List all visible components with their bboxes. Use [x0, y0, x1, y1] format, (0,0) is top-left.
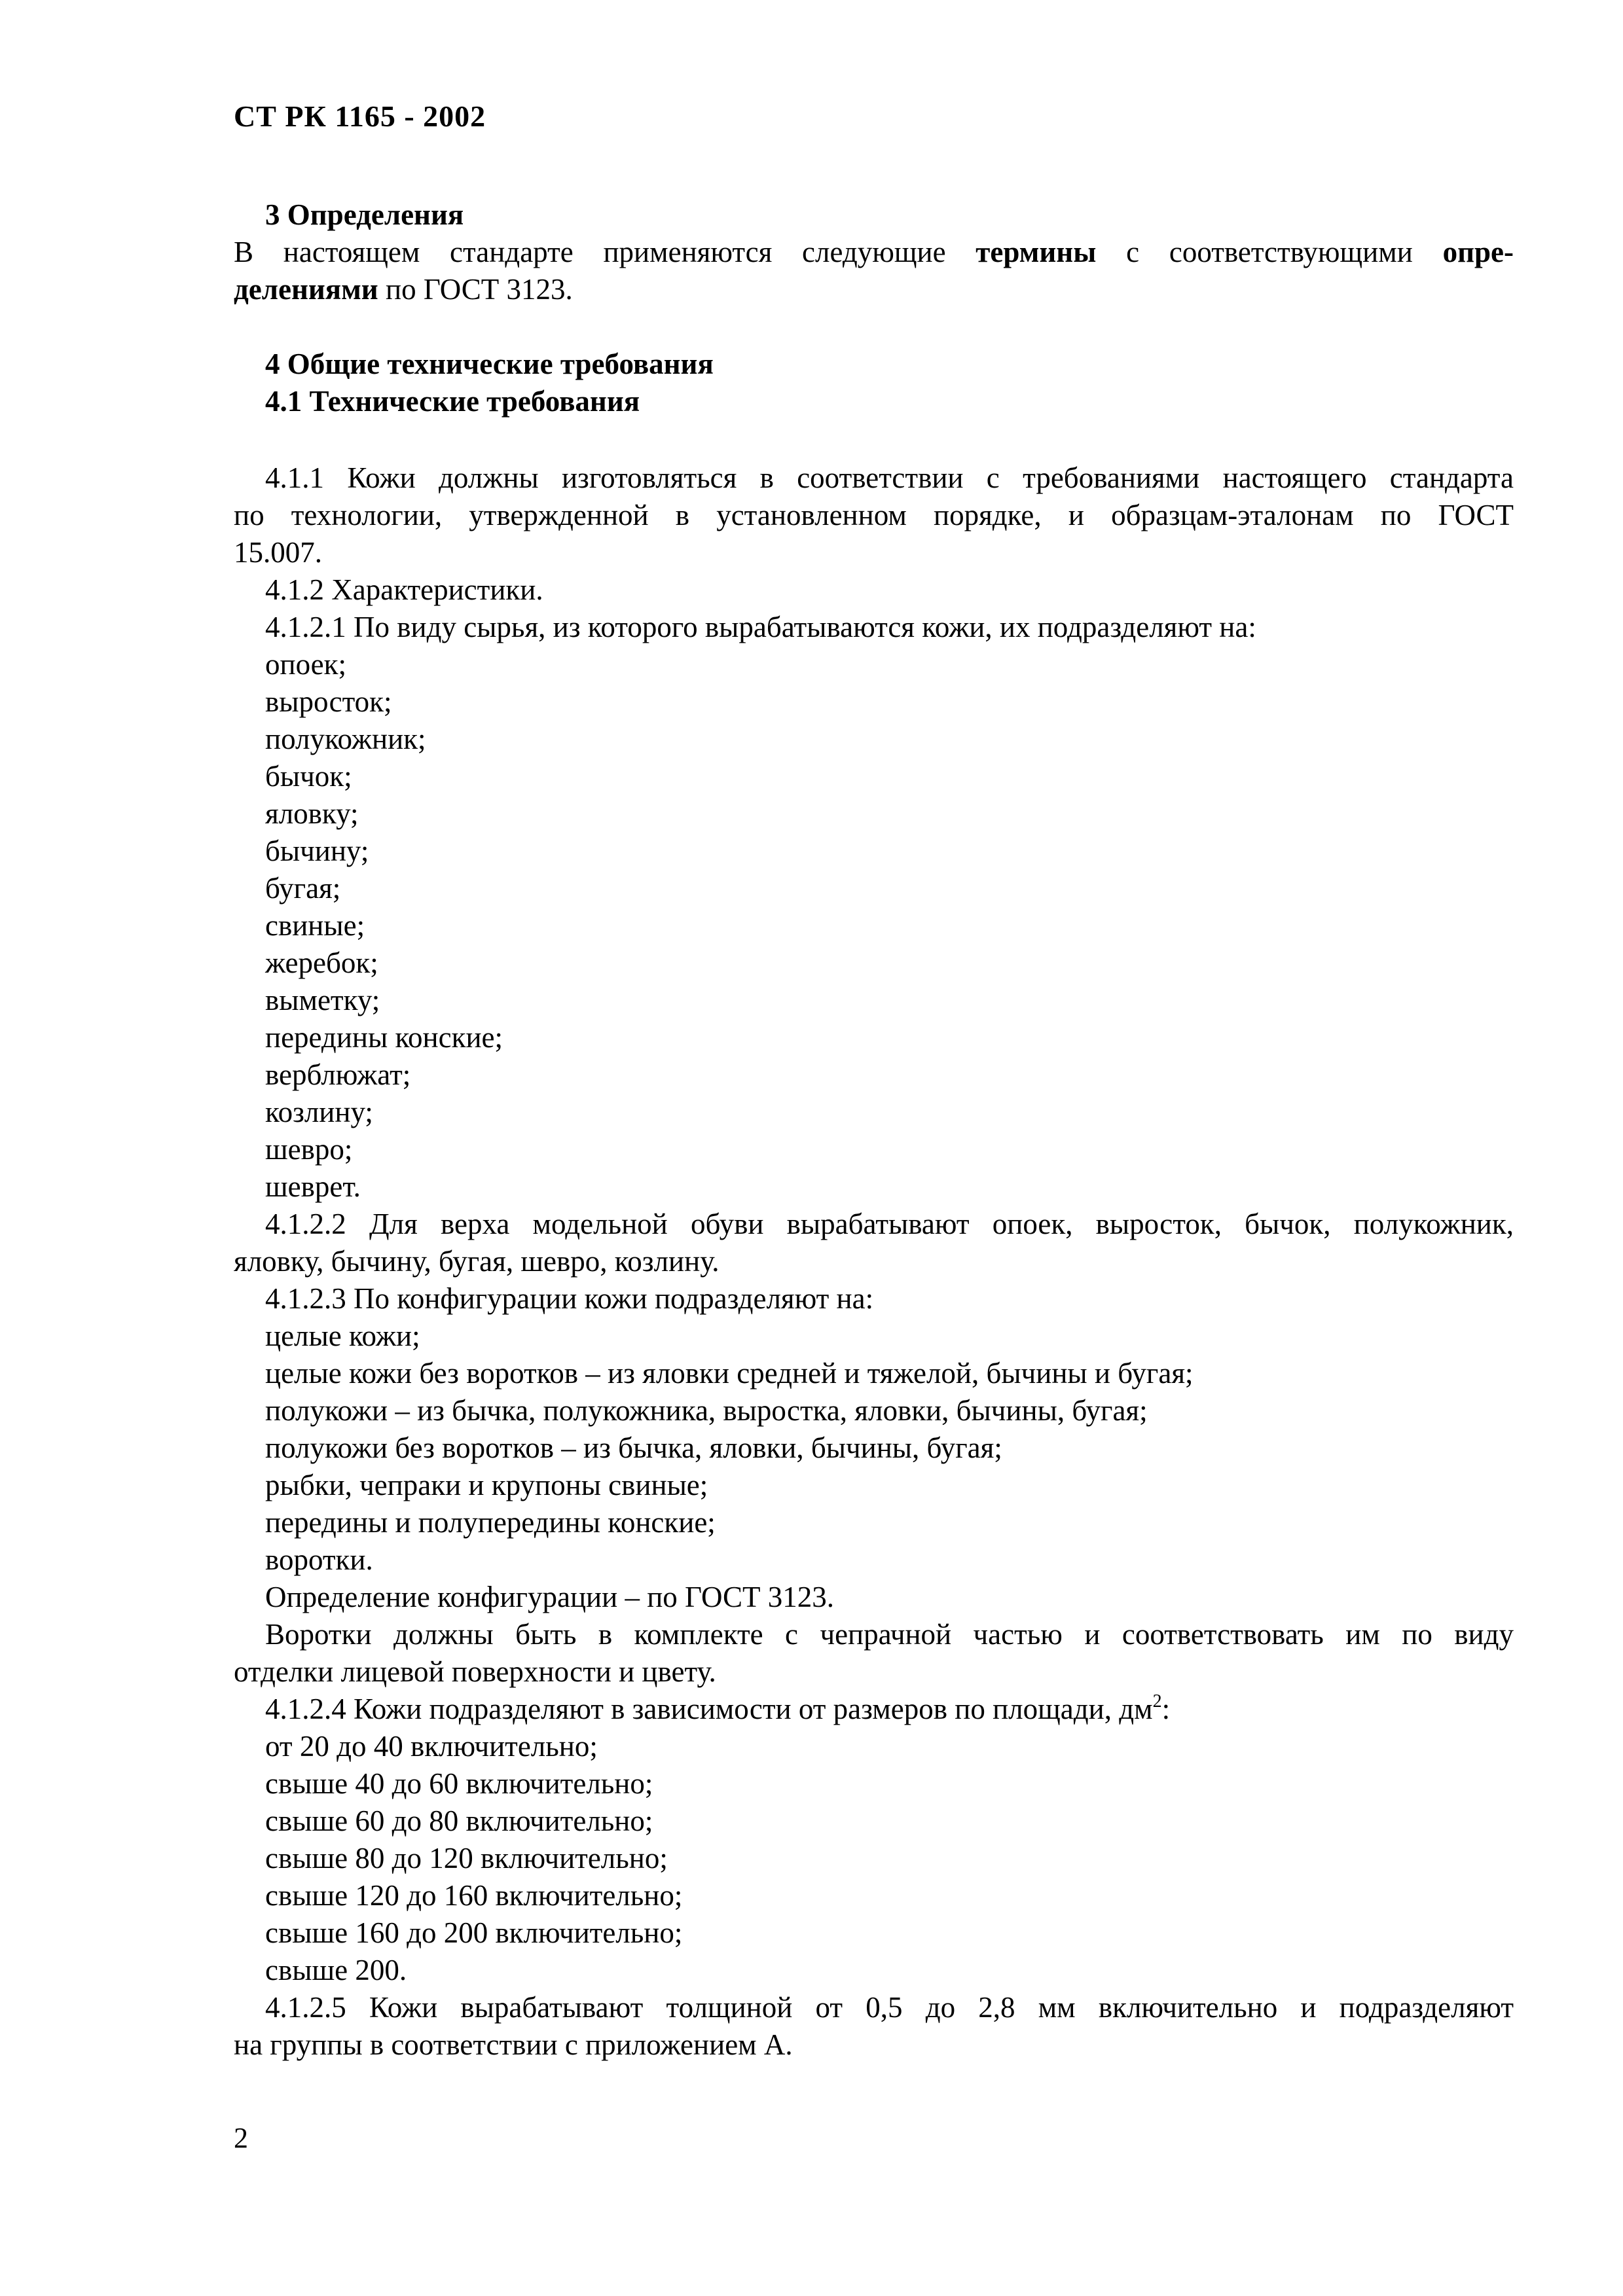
section-4-title: 4 Общие технические требования [265, 348, 714, 380]
config-type-item: целые кожи без воротков – из яловки средней и тяжелой, бычины и бугая; [265, 1357, 1194, 1390]
p4121: 4.1.2.1 По виду сырья, из которого вырабатываются кожи, их подразделяют на: [265, 611, 1256, 643]
p412: 4.1.2 Характеристики. [265, 573, 543, 606]
definitions-bold: опре- [1442, 236, 1514, 268]
section-3-paragraph-line-1 [234, 234, 1514, 272]
section-3-paragraph-line-2 [234, 271, 573, 309]
config-type-item: рыбки, чепраки и крупоны свиные; [265, 1469, 708, 1501]
vorotki-line-1: Воротки должны быть в комплекте с чепрачной частью и соответствовать им по виду [265, 1618, 1514, 1651]
size-item: свыше 120 до 160 включительно; [265, 1879, 683, 1912]
raw-type-item: выметку; [265, 984, 380, 1016]
raw-type-item: опоек; [265, 648, 346, 681]
size-item: свыше 160 до 200 включительно; [265, 1916, 683, 1949]
config-type-item: целые кожи; [265, 1319, 420, 1352]
raw-type-item: бычок; [265, 760, 352, 793]
p4122-line-1: 4.1.2.2 Для верха модельной обуви вырабатывают опоек, выросток, бычок, полукожник, [265, 1208, 1514, 1240]
text-fragment: В настоящем стандарте применяются следующие [234, 236, 976, 268]
document-code-header: СТ РК 1165 - 2002 [234, 99, 486, 133]
size-item: свыше 40 до 60 включительно; [265, 1767, 653, 1800]
raw-type-item: козлину; [265, 1096, 373, 1128]
term-bold: термины [976, 236, 1097, 268]
p4125-line-1: 4.1.2.5 Кожи вырабатывают толщиной от 0,5 до 2,8 мм включительно и подразделяют [265, 1991, 1514, 2024]
raw-type-item: свиные; [265, 909, 365, 942]
text-fragment: по ГОСТ 3123. [378, 273, 573, 306]
page-number: 2 [234, 2122, 248, 2154]
text-fragment: с соответствующими [1096, 236, 1443, 268]
p411-line-3: 15.007. [234, 536, 322, 569]
raw-type-item: выросток; [265, 685, 392, 718]
text-fragment: : [1161, 1693, 1171, 1725]
raw-type-item: бычину; [265, 834, 369, 867]
size-item: свыше 60 до 80 включительно; [265, 1804, 653, 1837]
raw-type-item: жеребок; [265, 946, 378, 979]
definitions-bold: делениями [234, 273, 378, 306]
p4125-line-2: на группы в соответствии с приложением А. [234, 2028, 793, 2061]
p4122-line-2: яловку, бычину, бугая, шевро, козлину. [234, 1245, 720, 1278]
superscript: 2 [1152, 1691, 1162, 1712]
raw-type-item: верблюжат; [265, 1058, 411, 1091]
size-item: свыше 200. [265, 1954, 407, 1986]
raw-type-item: яловку; [265, 797, 359, 830]
raw-type-item: шевро; [265, 1133, 353, 1166]
size-item: от 20 до 40 включительно; [265, 1730, 598, 1763]
raw-type-item: полукожник; [265, 723, 426, 755]
p411-line-1: 4.1.1 Кожи должны изготовляться в соответствии с требованиями настоящего стандарта [265, 461, 1514, 494]
config-type-item: полукожи – из бычка, полукожника, выростка, яловки, бычины, бугая; [265, 1394, 1148, 1427]
config-type-item: полукожи без воротков – из бычка, яловки, бычины, бугая; [265, 1431, 1002, 1464]
config-definition: Определение конфигурации – по ГОСТ 3123. [265, 1581, 834, 1613]
vorotki-line-2: отделки лицевой поверхности и цвету. [234, 1655, 716, 1688]
p4123: 4.1.2.3 По конфигурации кожи подразделяют на: [265, 1282, 874, 1315]
raw-type-item: бугая; [265, 872, 341, 905]
raw-type-item: передины конские; [265, 1021, 503, 1054]
config-type-item: воротки. [265, 1543, 373, 1576]
section-3-title: 3 Определения [265, 198, 464, 231]
section-4-1-title: 4.1 Технические требования [265, 385, 640, 418]
p411-line-2: по технологии, утвержденной в установленном порядке, и образцам-эталонам по ГОСТ [234, 499, 1514, 531]
size-item: свыше 80 до 120 включительно; [265, 1842, 668, 1874]
p4124 [265, 1691, 1170, 1729]
config-type-item: передины и полупередины конские; [265, 1506, 716, 1539]
text-fragment: 4.1.2.4 Кожи подразделяют в зависимости от размеров по площади, дм [265, 1693, 1153, 1725]
raw-type-item: шеврет. [265, 1170, 361, 1203]
